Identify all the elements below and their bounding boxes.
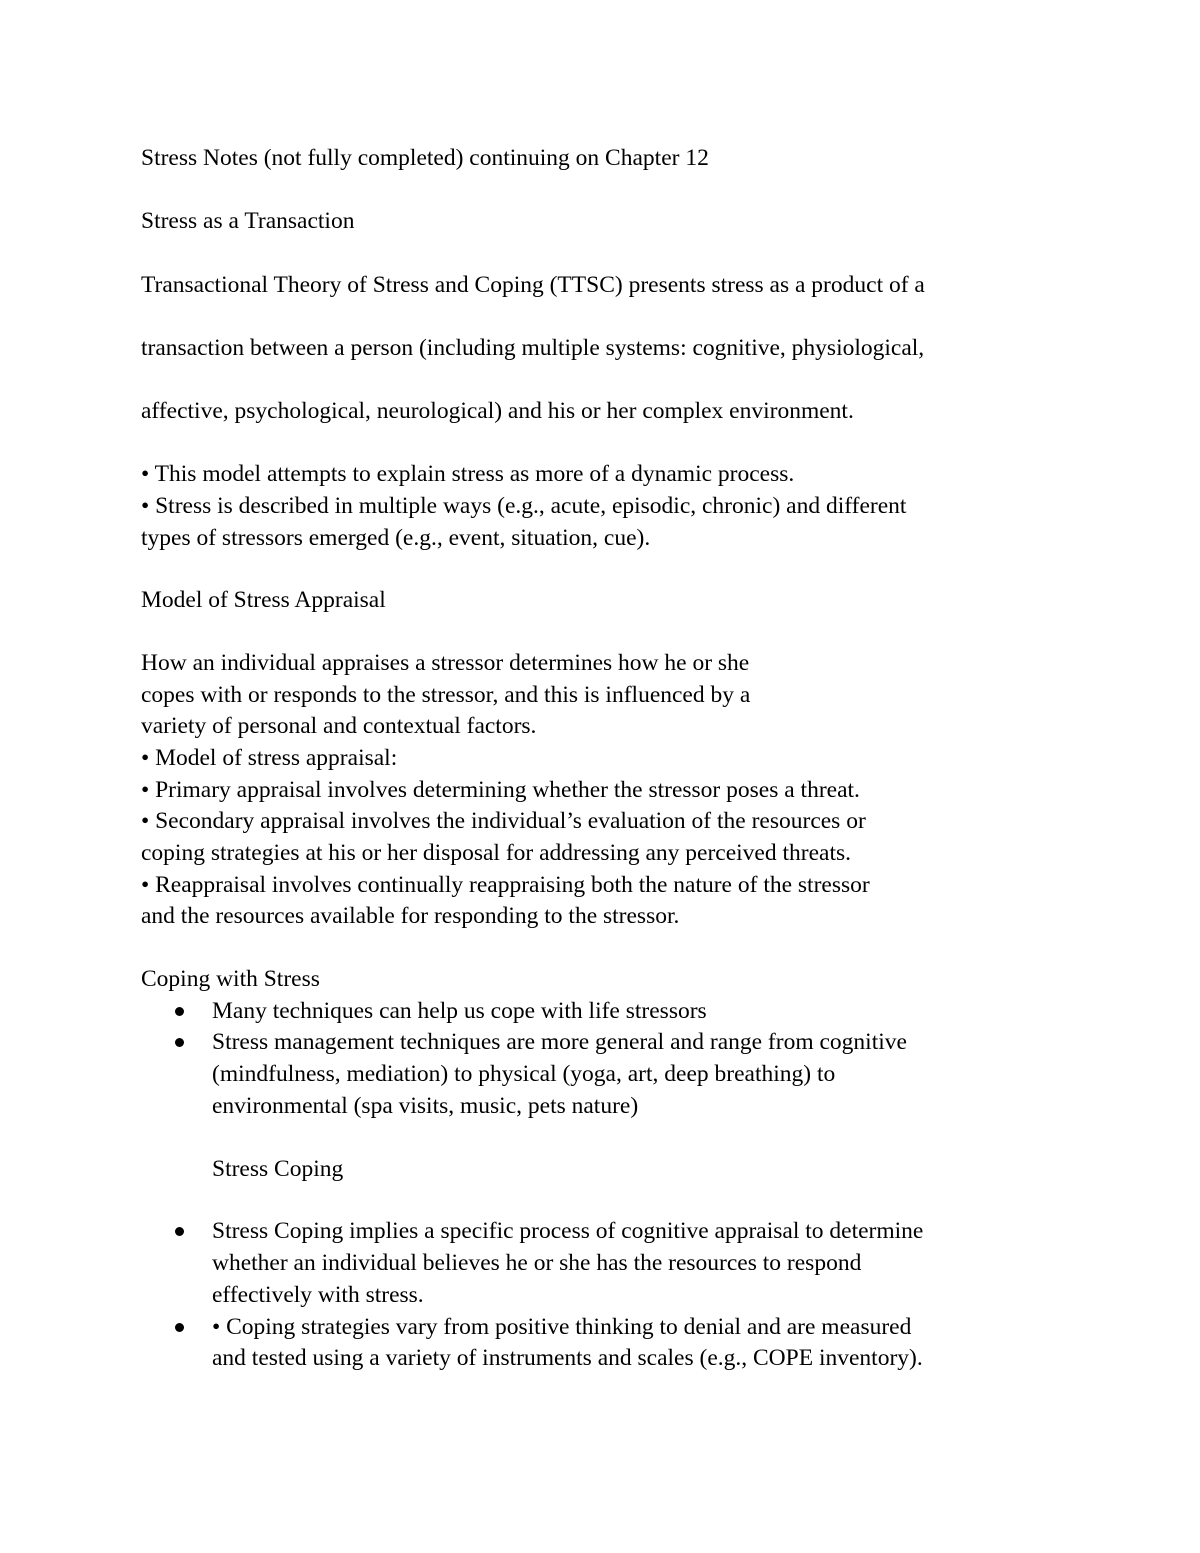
bullet-line: • Reappraisal involves continually reappraising both the nature of the stressor bbox=[141, 872, 870, 898]
list-item-continuation: whether an individual believes he or she has the resources to respond bbox=[212, 1250, 862, 1276]
paragraph-line: variety of personal and contextual factors. bbox=[141, 713, 537, 739]
document-title: Stress Notes (not fully completed) continuing on Chapter 12 bbox=[141, 145, 709, 171]
list-item-continuation: effectively with stress. bbox=[212, 1282, 424, 1308]
bullet-line: • Primary appraisal involves determining whether the stressor poses a threat. bbox=[141, 777, 860, 803]
bullet-line: • Model of stress appraisal: bbox=[141, 745, 398, 771]
bullet-line: • This model attempts to explain stress as more of a dynamic process. bbox=[141, 461, 795, 487]
list-item: Stress management techniques are more general and range from cognitive bbox=[212, 1029, 907, 1055]
bullet-continuation-line: and the resources available for responding to the stressor. bbox=[141, 903, 680, 929]
list-item: • Coping strategies vary from positive thinking to denial and are measured bbox=[212, 1314, 912, 1340]
list-item-continuation: environmental (spa visits, music, pets nature) bbox=[212, 1093, 639, 1119]
bullet-dot-icon bbox=[175, 1227, 184, 1236]
list-item-continuation: (mindfulness, mediation) to physical (yoga, art, deep breathing) to bbox=[212, 1061, 836, 1087]
paragraph-line: copes with or responds to the stressor, and this is influenced by a bbox=[141, 682, 751, 708]
bullet-line: • Secondary appraisal involves the individual’s evaluation of the resources or bbox=[141, 808, 866, 834]
paragraph-line: How an individual appraises a stressor determines how he or she bbox=[141, 650, 750, 676]
bullet-dot-icon bbox=[175, 1038, 184, 1047]
bullet-line: • Stress is described in multiple ways (e.g., acute, episodic, chronic) and different bbox=[141, 493, 907, 519]
paragraph-line: Transactional Theory of Stress and Coping (TTSC) presents stress as a product of a bbox=[141, 272, 925, 298]
bullet-dot-icon bbox=[175, 1007, 184, 1016]
section-heading-coping-with-stress: Coping with Stress bbox=[141, 966, 320, 992]
bullet-dot-icon bbox=[175, 1323, 184, 1332]
paragraph-line: transaction between a person (including multiple systems: cognitive, physiological, bbox=[141, 335, 925, 361]
paragraph-line: affective, psychological, neurological) and his or her complex environment. bbox=[141, 398, 854, 424]
list-item: Many techniques can help us cope with life stressors bbox=[212, 998, 707, 1024]
subheading-stress-coping: Stress Coping bbox=[212, 1156, 344, 1182]
section-heading-model-of-stress-appraisal: Model of Stress Appraisal bbox=[141, 587, 386, 613]
bullet-continuation-line: coping strategies at his or her disposal for addressing any perceived threats. bbox=[141, 840, 852, 866]
bullet-continuation-line: types of stressors emerged (e.g., event, situation, cue). bbox=[141, 525, 651, 551]
section-heading-stress-as-transaction: Stress as a Transaction bbox=[141, 208, 355, 234]
list-item: Stress Coping implies a specific process of cognitive appraisal to determine bbox=[212, 1218, 924, 1244]
list-item-continuation: and tested using a variety of instruments and scales (e.g., COPE inventory). bbox=[212, 1345, 923, 1371]
